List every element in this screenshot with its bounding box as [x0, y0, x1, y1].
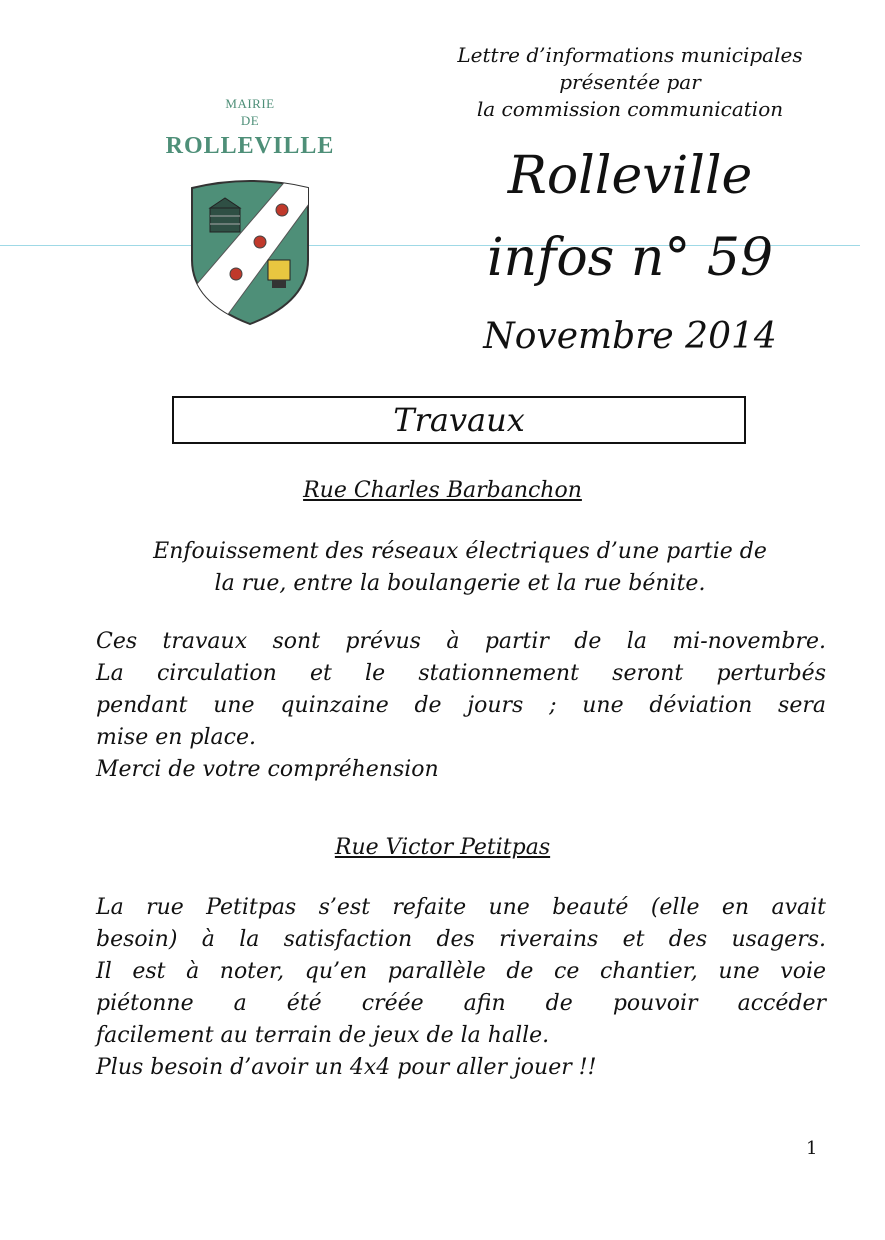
- subtitle-line: présentée par: [559, 70, 701, 94]
- text-line: pendant une quinzaine de jours ; une déviation sera: [96, 693, 826, 718]
- article-body-barbanchon: [96, 626, 826, 786]
- text-line: La circulation et le stationnement seront perturbés: [96, 661, 826, 686]
- text-line: Merci de votre compréhension: [96, 757, 439, 782]
- text-line: facilement au terrain de jeux de la halle.: [96, 1023, 550, 1048]
- text-line: Enfouissement des réseaux électriques d’une partie de: [153, 539, 767, 564]
- text-line: Il est à noter, qu’en parallèle de ce chantier, une voie: [96, 959, 826, 984]
- newsletter-title: Rolleville: [507, 146, 753, 206]
- subtitle-line: la commission communication: [476, 97, 784, 121]
- section-title: Travaux: [393, 401, 525, 439]
- issue-number: infos n° 59: [486, 228, 774, 288]
- text-line: la rue, entre la boulangerie et la rue bénite.: [214, 571, 706, 596]
- issue-date: Novembre 2014: [483, 316, 777, 357]
- article-body-petitpas: [96, 892, 826, 1084]
- article-heading-petitpas: Rue Victor Petitpas: [334, 835, 551, 860]
- newsletter-subtitle: [430, 42, 830, 123]
- mairie-logo: [140, 95, 360, 160]
- mairie-de-label: DE: [240, 113, 260, 128]
- text-line: Ces travaux sont prévus à partir de la mi-novembre.: [96, 629, 826, 654]
- page-number: 1: [806, 1138, 818, 1159]
- subtitle-line: Lettre d’informations municipales: [457, 43, 803, 67]
- article-intro-barbanchon: [95, 536, 825, 600]
- town-name: ROLLEVILLE: [165, 133, 335, 159]
- text-line: besoin) à la satisfaction des riverains et des usagers.: [96, 927, 826, 952]
- text-line: mise en place.: [96, 725, 256, 750]
- text-line: La rue Petitpas s’est refaite une beauté (elle en avait: [96, 895, 826, 920]
- article-heading-barbanchon: Rue Charles Barbanchon: [303, 478, 582, 503]
- coat-of-arms-icon: [188, 178, 312, 326]
- text-line: piétonne a été créée afin de pouvoir accéder: [96, 991, 826, 1016]
- text-line: Plus besoin d’avoir un 4x4 pour aller jouer !!: [96, 1055, 597, 1080]
- mairie-label: MAIRIE: [225, 96, 275, 111]
- section-header-box: [172, 396, 746, 444]
